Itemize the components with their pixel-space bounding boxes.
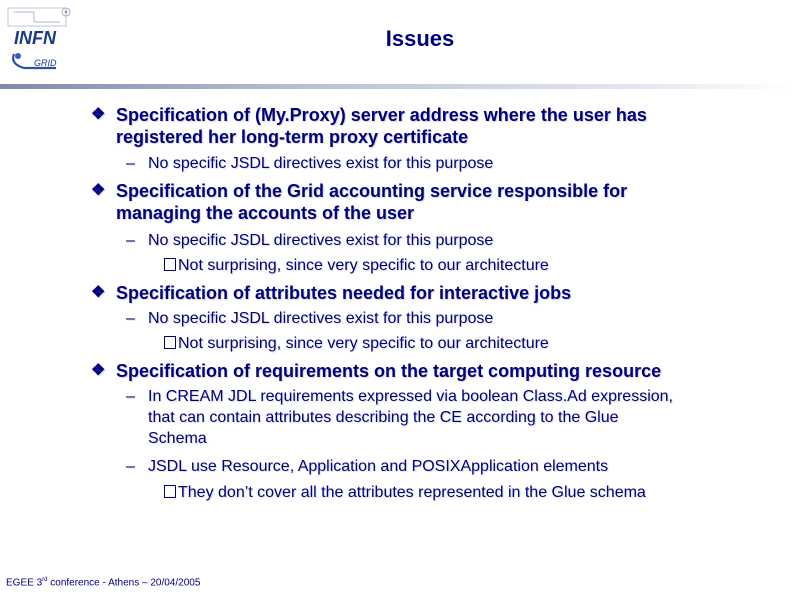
svg-text:INFN: INFN xyxy=(14,28,56,48)
box-bullet-icon xyxy=(164,336,176,349)
sub-bullet-item xyxy=(126,230,746,251)
sub-sub-bullet-item xyxy=(164,333,764,354)
bullet-text-line: Specification of attributes needed for interactive jobs xyxy=(116,283,572,303)
diamond-bullet-icon: ❖ xyxy=(91,106,106,123)
sub-bullet-text: No specific JSDL directives exist for this purpose xyxy=(148,155,494,172)
sub-sub-bullet-item xyxy=(164,255,764,276)
bullet-item xyxy=(91,104,751,148)
dash-bullet: – xyxy=(126,458,135,475)
box-bullet-icon xyxy=(164,485,176,498)
footer-prefix: EGEE 3 xyxy=(6,577,43,589)
sub-bullet-text: No specific JSDL directives exist for this purpose xyxy=(148,310,494,327)
bullet-text-line: registered her long-term proxy certificate xyxy=(116,127,469,147)
sub-sub-bullet-text: Not surprising, since very specific to our architecture xyxy=(178,335,549,352)
dash-bullet: – xyxy=(126,155,135,172)
sub-bullet-item xyxy=(126,386,746,449)
diamond-bullet-icon: ❖ xyxy=(91,362,106,379)
bullet-text-line: managing the accounts of the user xyxy=(116,203,415,223)
sub-bullet-text: Schema xyxy=(148,430,207,447)
header-divider xyxy=(0,84,794,89)
dash-bullet: – xyxy=(126,388,135,405)
sub-sub-bullet-item xyxy=(164,482,764,503)
footer-suffix: conference - Athens – 20/04/2005 xyxy=(47,577,201,589)
diamond-bullet-icon: ❖ xyxy=(91,284,106,301)
bullet-text-line: Specification of the Grid accounting service responsible for xyxy=(116,181,628,201)
bullet-text-line: Specification of requirements on the target computing resource xyxy=(116,361,662,381)
bullet-item xyxy=(91,282,751,304)
bullet-text-line: Specification of (My.Proxy) server address where the user has xyxy=(116,105,647,125)
footer-sup: rd xyxy=(42,577,48,583)
dash-bullet: – xyxy=(126,232,135,249)
sub-bullet-item xyxy=(126,456,746,477)
sub-bullet-item xyxy=(126,308,746,329)
svg-text:GRID: GRID xyxy=(34,58,57,68)
bullet-item xyxy=(91,180,751,224)
sub-sub-bullet-text: Not surprising, since very specific to our architecture xyxy=(178,257,549,274)
slide-title: Issues xyxy=(385,26,455,51)
sub-bullet-item xyxy=(126,153,746,174)
sub-bullet-text: In CREAM JDL requirements expressed via boolean Class.Ad expression, xyxy=(148,388,673,405)
slide-footer xyxy=(6,577,200,588)
sub-bullet-text: No specific JSDL directives exist for this purpose xyxy=(148,232,494,249)
sub-sub-bullet-text: They don’t cover all the attributes represented in the Glue schema xyxy=(178,484,646,501)
sub-bullet-text: JSDL use Resource, Application and POSIXApplication elements xyxy=(148,458,609,475)
box-bullet-icon xyxy=(164,258,176,271)
sub-bullet-text: that can contain attributes describing the CE according to the Glue xyxy=(148,409,619,426)
dash-bullet: – xyxy=(126,310,135,327)
bullet-item xyxy=(91,360,751,382)
diamond-bullet-icon: ❖ xyxy=(91,182,106,199)
